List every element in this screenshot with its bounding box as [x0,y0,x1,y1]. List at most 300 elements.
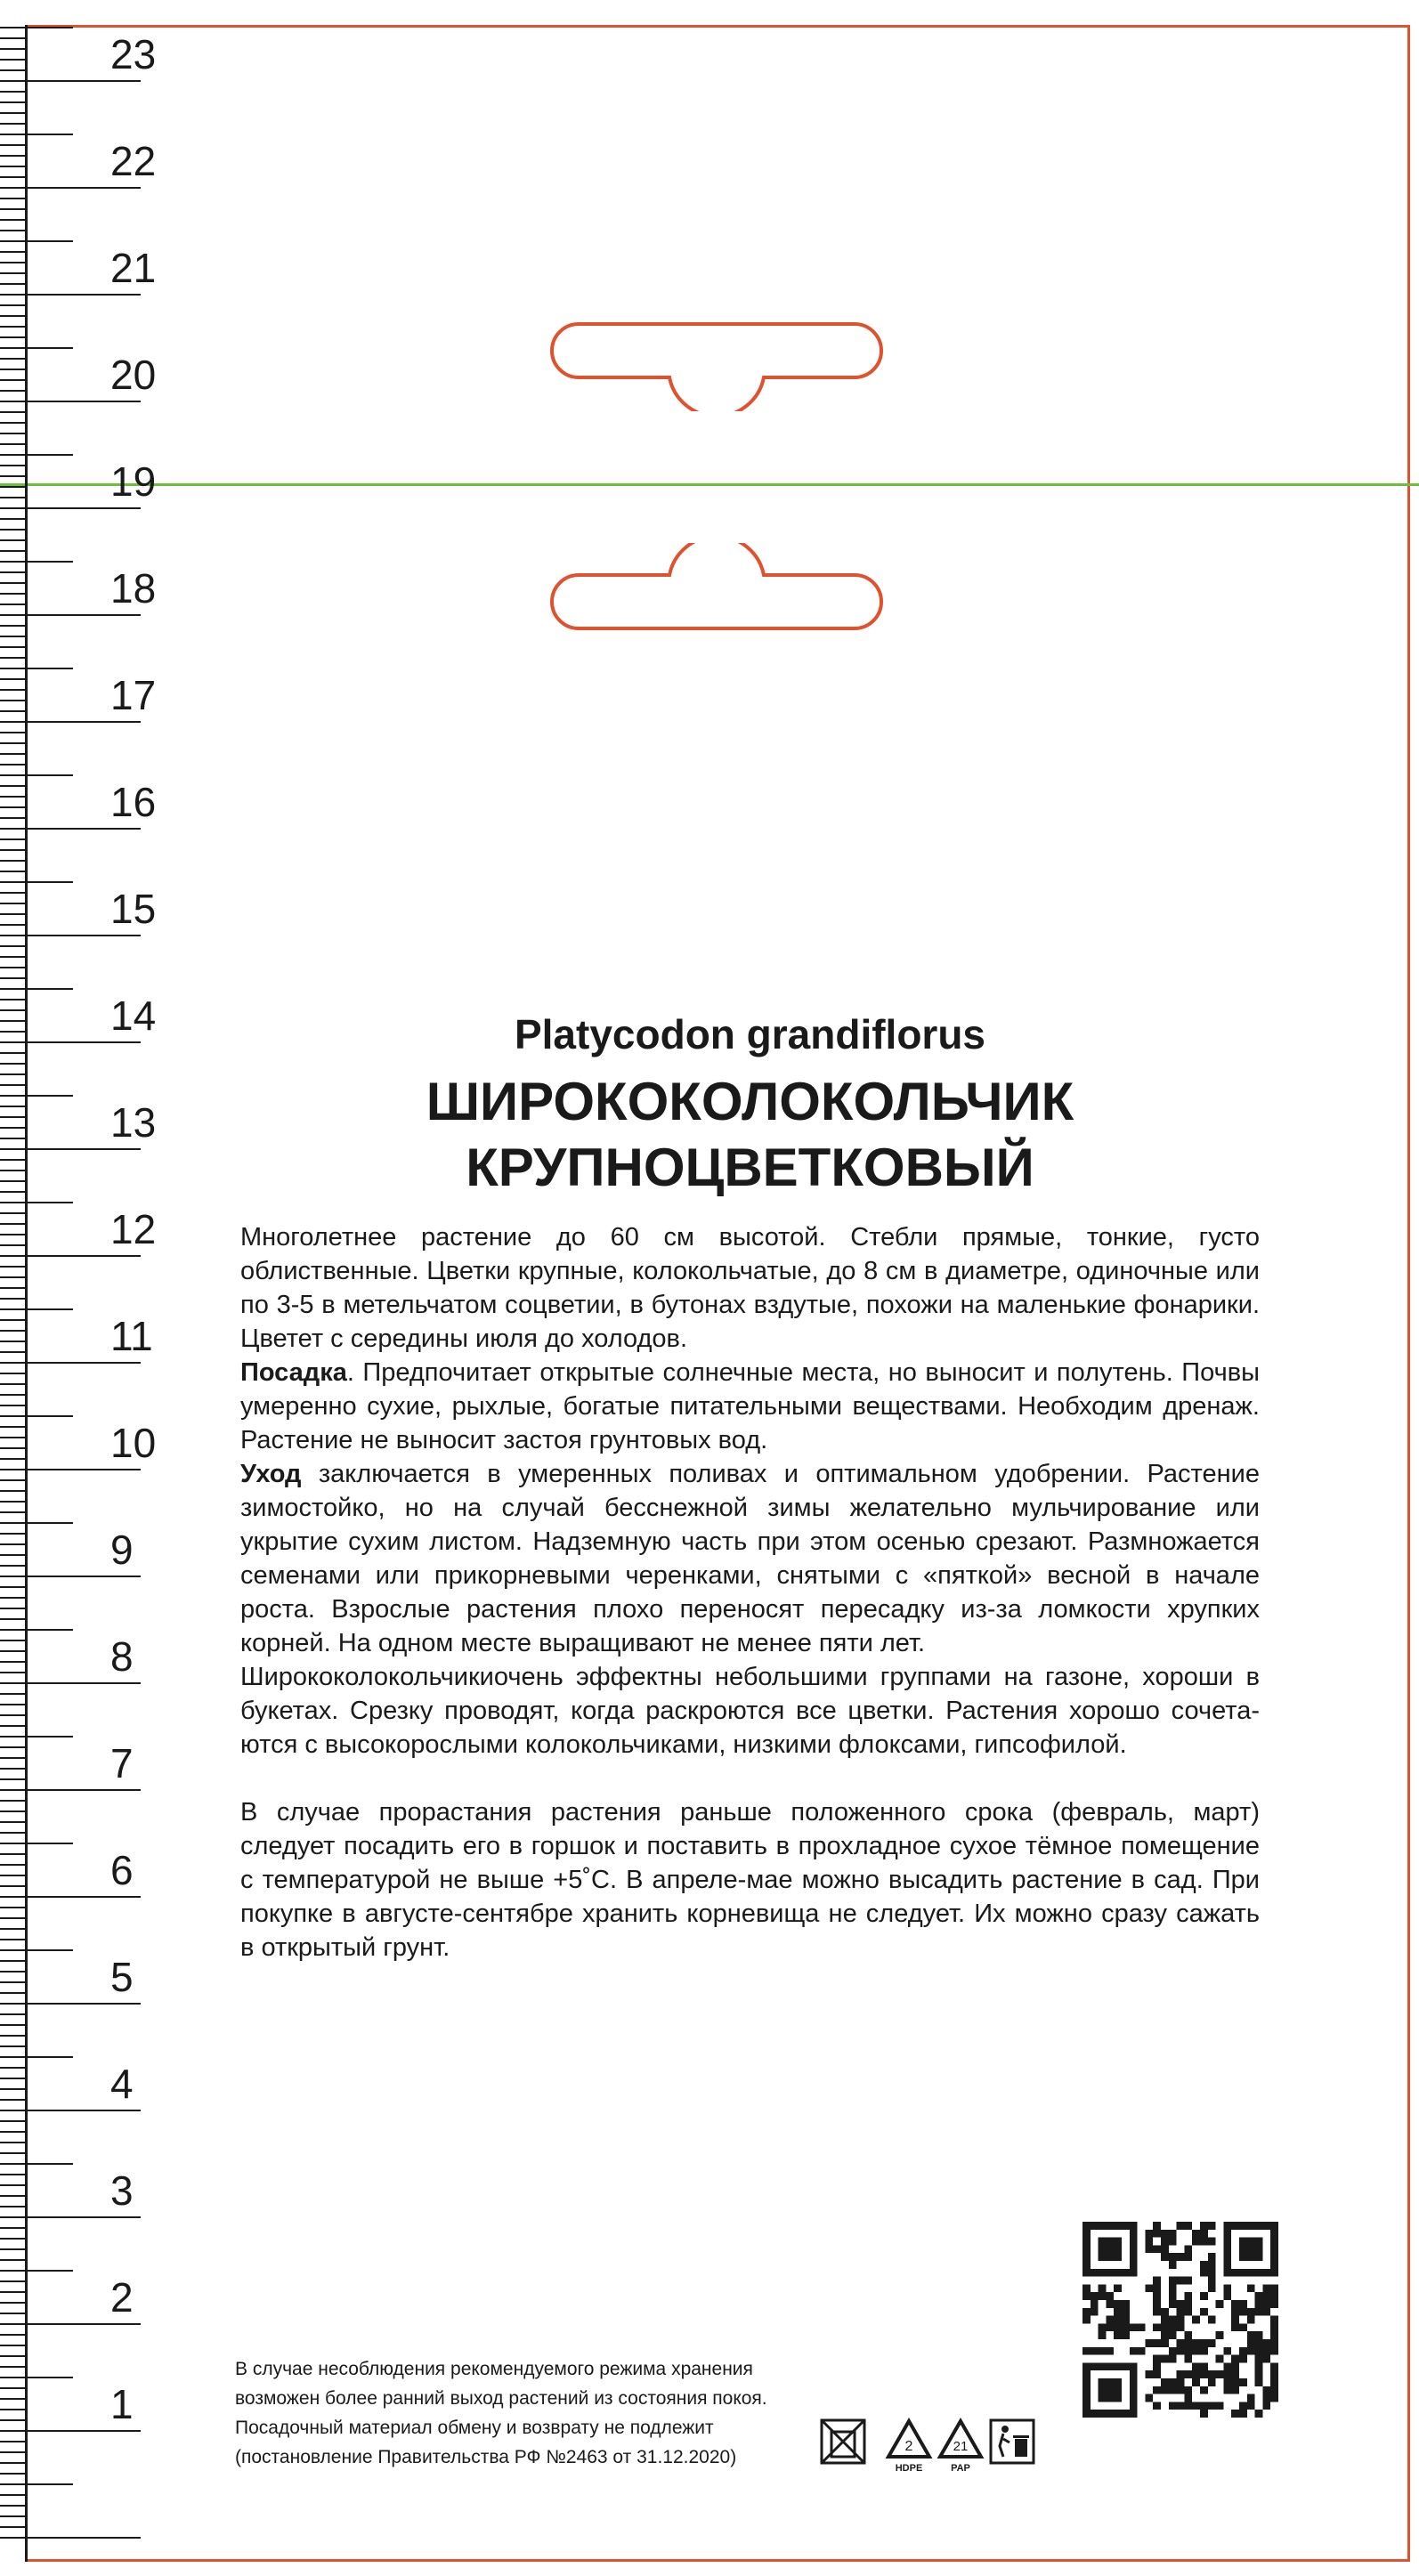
qr-module [1262,2386,1270,2394]
ruler-tick [0,1223,27,1225]
fold-line [0,483,1419,486]
ruler-tick [0,497,27,498]
latin-name: Platycodon grandiflorus [514,1011,986,1057]
qr-module [1153,2323,1161,2331]
ruler-tick [0,1031,27,1033]
ruler-number: 19 [110,458,157,505]
ruler-tick [0,1650,27,1652]
qr-module [1255,2339,1263,2347]
ruler-tick [0,710,27,712]
ruler-tick [0,2024,27,2026]
ruler-tick [0,465,27,466]
qr-module [1255,2378,1263,2386]
ruler-number: 5 [110,1954,134,2000]
ruler-tick [0,144,27,146]
qr-module [1200,2410,1208,2418]
ruler-tick [0,1768,27,1770]
ruler-tick [0,2334,27,2336]
qr-module [1255,2370,1263,2378]
pap-label: PAP [951,2463,970,2473]
qr-module [1122,2300,1130,2308]
ruler-tick [0,678,27,680]
qr-module [1184,2386,1192,2394]
qr-module [1255,2253,1263,2261]
ruler-tick [0,411,27,413]
qr-module [1091,2308,1099,2316]
qr-module [1153,2284,1161,2292]
ruler-tick [0,1565,27,1567]
qr-module [1130,2230,1138,2238]
ruler-tick [0,2099,27,2101]
qr-module [1169,2323,1177,2331]
qr-module [1223,2261,1231,2269]
qr-module [1184,2277,1192,2285]
qr-module [1145,2245,1153,2253]
ruler-tick [0,838,27,840]
description-usage: Ширококолокольчикиочень эффектны небольшими группами на газоне, хороши в букетах. Срезку проводят, когда раскроются все цветки. Растения хорошо сочетаются с высокорослыми колокольчиками, низкими флоксами, гипсофилой. [240,1663,1260,1759]
qr-module [1231,2300,1239,2308]
ruler-tick [0,1832,27,1834]
qr-module [1106,2316,1114,2324]
qr-module [1122,2323,1130,2331]
ruler-tick [0,2152,27,2154]
ruler-tick [0,198,27,199]
ruler-tick [0,1704,27,1705]
ruler-tick [0,1853,27,1855]
common-name-line-2: КРУПНОЦВЕТКОВЫЙ [466,1138,1034,1197]
ruler-tick [0,219,27,221]
ruler-tick [0,1661,27,1663]
ruler-tick [0,2355,27,2357]
ruler-tick [0,1383,27,1385]
qr-module [1192,2316,1200,2324]
description-storage: В случае прорастания растения раньше положенного срока (февраль, март) следует посадить его в горшок и поставить в прохладное сухое тёмное помещение с температурой не выше +5˚С. В апреле-мае можно высадить растение в сад. При покупке в августе-сентябре хранить корневища не следует. Их можно сразу сажать в открытый грунт. [240,1798,1260,1962]
qr-module [1082,2402,1091,2410]
qr-module [1231,2378,1239,2386]
qr-module [1239,2300,1247,2308]
ruler-tick [0,2409,27,2410]
qr-module [1239,2253,1247,2261]
qr-module [1184,2331,1192,2339]
ruler-tick [0,1928,27,1930]
ruler-tick [0,1981,27,1983]
qr-module [1130,2394,1138,2402]
qr-module [1223,2378,1231,2386]
ruler-tick [0,2323,141,2325]
qr-module [1153,2339,1161,2347]
ruler-tick [0,1415,73,1417]
qr-module [1106,2292,1114,2300]
qr-module [1231,2269,1239,2277]
qr-module [1177,2222,1185,2230]
qr-module [1262,2355,1270,2363]
qr-module [1262,2402,1270,2410]
qr-module [1161,2331,1169,2339]
ruler-tick [0,1148,141,1150]
hdpe-number: 2 [904,2439,913,2454]
qr-module [1200,2347,1208,2355]
qr-module [1270,2386,1278,2394]
ruler-tick [0,1437,27,1438]
ruler-number: 3 [110,2167,134,2214]
ruler-tick [0,2120,27,2122]
ruler-tick [0,1511,27,1513]
qr-module [1169,2386,1177,2394]
qr-module [1184,2394,1192,2402]
qr-module [1130,2323,1138,2331]
ruler-tick [0,518,27,520]
common-name [240,1069,1260,1201]
qr-module [1082,2238,1091,2246]
qr-module [1099,2323,1107,2331]
qr-module [1091,2222,1099,2230]
ruler-tick [0,1298,27,1300]
qr-module [1200,2386,1208,2394]
qr-module [1161,2386,1169,2394]
ruler-tick [0,1073,27,1075]
tidy-man-bin-icon [988,2418,1036,2473]
qr-module [1161,2378,1169,2386]
ruler-tick [0,1618,27,1620]
ruler-tick [0,262,27,263]
qr-module [1099,2394,1107,2402]
ruler-tick [0,507,141,509]
ruler-tick [0,881,73,883]
pap-number: 21 [953,2439,969,2454]
qr-module [1161,2245,1169,2253]
ruler-tick [0,1640,27,1641]
qr-module [1130,2238,1138,2246]
ruler-tick [0,2195,27,2197]
ruler-tick [0,1341,27,1342]
ruler-tick [0,796,27,798]
qr-module [1177,2323,1185,2331]
qr-module [1216,2331,1224,2339]
ruler-tick [0,913,27,915]
ruler-tick [0,2216,141,2218]
ruler-tick [0,1554,27,1556]
ruler-tick [0,475,27,477]
qr-module [1130,2347,1138,2355]
qr-module [1200,2292,1208,2300]
qr-module [1270,2378,1278,2386]
description-intro: Многолетнее растение до 60 см высотой. Стебли прямые, тонкие, густо облиственные. Цветки крупные, колокольчатые, до 8 см в диаметре, одиночные или по 3-5 в метельчатом соцветии, в бутонах вздутые, похожи на маленькие фонарики. Цветет с середины июля до холодов. [240,1223,1260,1353]
qr-module [1247,2339,1255,2347]
ruler-tick [0,1949,73,1951]
ruler-number: 20 [110,352,157,398]
qr-module [1184,2300,1192,2308]
qr-module [1177,2347,1185,2355]
qr-module [1177,2308,1185,2316]
ruler-tick [0,251,27,253]
qr-module [1091,2292,1099,2300]
ruler-number: 2 [110,2274,134,2321]
qr-module [1161,2355,1169,2363]
qr-module [1161,2308,1169,2316]
ruler-tick [0,2537,141,2539]
qr-module [1169,2261,1177,2269]
qr-module [1255,2292,1263,2300]
qr-module [1114,2222,1122,2230]
qr-module [1082,2410,1091,2418]
qr-module [1270,2362,1278,2370]
qr-module [1255,2308,1263,2316]
qr-module [1122,2316,1130,2324]
ruler-tick [0,689,27,691]
qr-module [1192,2378,1200,2386]
ruler-tick [0,2238,27,2240]
ruler-tick [0,283,27,285]
qr-module [1223,2269,1231,2277]
ruler-tick [0,956,27,958]
ruler-tick [0,240,73,242]
qr-module [1099,2284,1107,2292]
ruler-tick [0,1447,27,1449]
ruler-tick [0,1202,73,1203]
qr-module [1200,2269,1208,2277]
qr-module [1091,2362,1099,2370]
qr-module [1184,2292,1192,2300]
qr-module [1169,2277,1177,2285]
qr-module [1122,2269,1130,2277]
qr-module [1200,2308,1208,2316]
qr-module [1122,2362,1130,2370]
planting-text: . Предпочитает открытые солнечные места, но выносит и полутень. Почвы умеренно сухие, рыхлые, богатые питательными веществами. Необходим дренаж. Растение не выносит застоя грунтовых вод. [240,1358,1260,1454]
qr-module [1262,2300,1270,2308]
ruler-tick [0,903,27,904]
qr-module [1231,2370,1239,2378]
ruler-tick [0,2419,27,2421]
hang-hole-upper [543,313,890,411]
ruler-tick [0,208,27,210]
qr-module [1223,2230,1231,2238]
ruler-tick [0,1778,27,1780]
qr-module [1200,2222,1208,2230]
ruler-tick [0,2313,27,2314]
qr-module [1122,2331,1130,2339]
ruler-tick [0,1319,27,1321]
ruler-tick [0,1693,27,1695]
qr-module [1169,2355,1177,2363]
qr-module [1153,2245,1161,2253]
qr-module [1082,2245,1091,2253]
ruler-tick [0,433,27,434]
qr-module [1192,2402,1200,2410]
ruler-tick [0,2483,73,2485]
qr-module [1082,2308,1091,2316]
qr-module [1216,2355,1224,2363]
ruler-tick [0,1789,141,1791]
ruler-tick [0,1672,27,1673]
qr-module [1184,2347,1192,2355]
qr-module [1239,2308,1247,2316]
qr-module [1231,2355,1239,2363]
ruler-tick [0,166,27,167]
ruler-spine [25,25,28,2562]
ruler-number: 9 [110,1527,134,1573]
qr-module [1223,2284,1231,2292]
ruler-tick [0,1939,27,1940]
ruler-tick [0,80,141,82]
ruler-tick [0,401,141,402]
qr-module [1099,2238,1107,2246]
qr-module [1106,2410,1114,2418]
qr-module [1114,2386,1122,2394]
qr-module [1177,2300,1185,2308]
ruler-tick [0,1960,27,1962]
qr-module [1099,2410,1107,2418]
qr-module [1114,2308,1122,2316]
qr-module [1145,2284,1153,2292]
qr-module [1177,2386,1185,2394]
qr-module [1247,2269,1255,2277]
qr-module [1208,2402,1216,2410]
ruler-tick [0,1458,27,1460]
qr-module [1270,2316,1278,2324]
notice-line-2: возможен более ранний выход растений из состояния покоя. [235,2388,767,2409]
qr-module [1177,2316,1185,2324]
qr-module [1239,2238,1247,2246]
qr-module [1247,2238,1255,2246]
qr-module [1114,2253,1122,2261]
qr-module [1082,2378,1091,2386]
ruler-tick [0,2163,73,2165]
ruler-tick [0,1533,27,1535]
qr-module [1099,2292,1107,2300]
qr-module [1216,2300,1224,2308]
ruler-tick [0,1234,27,1235]
planting-label: Посадка [240,1358,347,1387]
ruler-tick [0,1543,27,1545]
ruler-tick [0,2398,27,2400]
qr-module [1200,2230,1208,2238]
ruler-tick [0,1020,27,1022]
qr-module [1153,2402,1161,2410]
qr-module [1114,2394,1122,2402]
ruler-tick [0,806,27,808]
qr-module [1122,2308,1130,2316]
ruler-tick [0,582,27,584]
qr-module [1231,2222,1239,2230]
ruler-tick [0,2227,27,2229]
qr-module [1223,2386,1231,2394]
ruler-tick [0,2526,27,2528]
ruler-tick [0,2462,27,2464]
qr-module [1239,2410,1247,2418]
qr-module [1270,2292,1278,2300]
ruler-tick [0,486,27,488]
ruler-tick [0,1266,27,1268]
ruler-tick [0,625,27,627]
qr-module [1138,2347,1146,2355]
qr-module [1145,2394,1153,2402]
qr-module [1082,2261,1091,2269]
qr-module [1161,2230,1169,2238]
qr-module [1255,2269,1263,2277]
qr-module [1153,2292,1161,2300]
ruler-tick [0,369,27,370]
qr-module [1184,2245,1192,2253]
qr-module [1130,2222,1138,2230]
qr-module [1184,2222,1192,2230]
qr-module [1192,2238,1200,2246]
qr-module [1270,2238,1278,2246]
qr-module [1262,2308,1270,2316]
notice-line-4: (постановление Правительства РФ №2463 от 31.12.2020) [235,2447,737,2467]
ruler-tick [0,2345,27,2346]
qr-module [1184,2370,1192,2378]
qr-module [1153,2370,1161,2378]
qr-module [1208,2253,1216,2261]
qr-module [1247,2316,1255,2324]
qr-module [1239,2222,1247,2230]
qr-module [1247,2347,1255,2355]
ruler-tick [0,230,27,231]
ruler-tick [0,785,27,787]
ruler-tick [0,646,27,648]
ruler-tick [0,1586,27,1588]
ruler-tick [0,1170,27,1171]
ruler-tick [0,27,73,28]
qr-module [1208,2261,1216,2269]
qr-module [1169,2253,1177,2261]
qr-module [1122,2410,1130,2418]
qr-module [1161,2316,1169,2324]
ruler-tick [0,2430,141,2432]
storage-notice [235,2354,840,2472]
qr-module [1270,2394,1278,2402]
qr-module [1145,2230,1153,2238]
qr-module [1262,2269,1270,2277]
ruler-tick [0,1725,27,1727]
qr-module [1262,2339,1270,2347]
ruler-tick [0,2473,27,2475]
qr-module [1208,2370,1216,2378]
qr-module [1106,2378,1114,2386]
qr-module [1247,2253,1255,2261]
ruler-tick [0,2270,73,2272]
ruler-tick [0,112,27,114]
qr-module [1153,2277,1161,2285]
ruler-number: 18 [110,565,157,612]
ruler-tick [0,828,141,830]
ruler-number: 21 [110,245,157,291]
ruler-tick [0,2110,141,2111]
qr-module [1200,2362,1208,2370]
qr-module [1223,2347,1231,2355]
ruler-tick [0,2078,27,2079]
qr-module [1192,2230,1200,2238]
qr-module [1169,2331,1177,2339]
qr-module [1130,2370,1138,2378]
qr-module [1106,2238,1114,2246]
qr-module [1153,2230,1161,2238]
qr-module [1231,2323,1239,2331]
qr-module [1114,2362,1122,2370]
qr-module [1169,2316,1177,2324]
qr-module [1130,2378,1138,2386]
ruler-tick [0,2067,27,2069]
qr-module [1231,2308,1239,2316]
qr-module [1082,2394,1091,2402]
qr-module [1223,2245,1231,2253]
qr-module [1184,2355,1192,2363]
qr-module [1270,2230,1278,2238]
ruler-tick [0,593,27,595]
qr-module [1208,2284,1216,2292]
care-label: Уход [240,1460,302,1488]
ruler-tick [0,1362,141,1364]
